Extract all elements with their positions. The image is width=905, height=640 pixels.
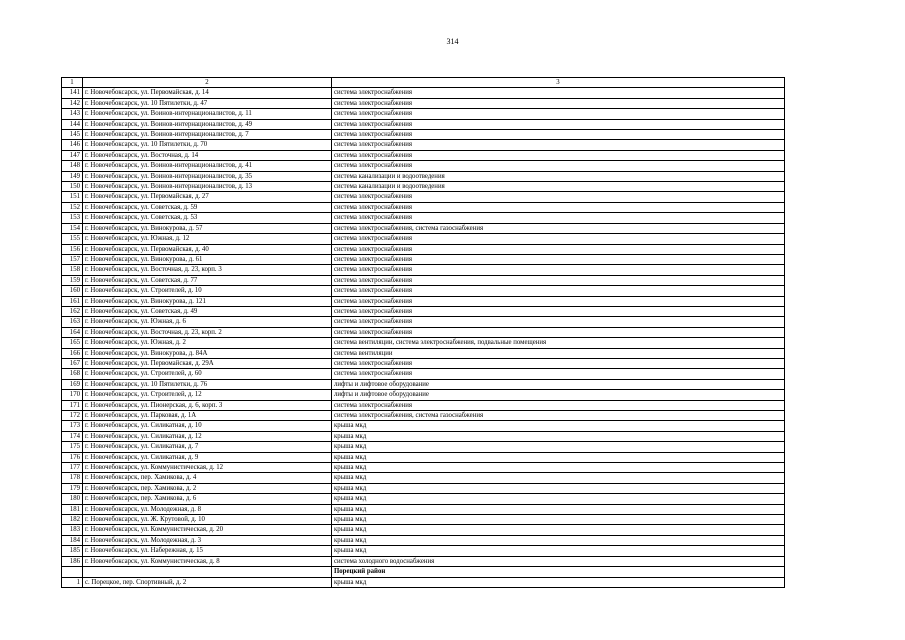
row-systems: система электроснабжения xyxy=(332,275,785,285)
row-address: г. Новочебоксарск, ул. Первомайская, д. 29А xyxy=(83,358,332,368)
row-number: 172 xyxy=(62,411,83,421)
row-number: 181 xyxy=(62,504,83,514)
row-address: г. Новочебоксарск, ул. Южная, д. 6 xyxy=(83,317,332,327)
row-address: г. Новочебоксарск, ул. Силикатная, д. 10 xyxy=(83,421,332,431)
row-number: 145 xyxy=(62,130,83,140)
row-address: г. Новочебоксарск, ул. Молодежная, д. 8 xyxy=(83,504,332,514)
table-row xyxy=(62,556,785,566)
row-systems: крыша мкд xyxy=(332,452,785,462)
row-systems: система электроснабжения xyxy=(332,130,785,140)
row-address: г. Новочебоксарск, ул. Коммунистическая, д. 8 xyxy=(83,556,332,566)
row-number: 162 xyxy=(62,306,83,316)
table-row xyxy=(62,119,785,129)
row-systems: система вентиляции, система электроснабжения, подвальные помещения xyxy=(332,338,785,348)
row-address: г. Новочебоксарск, ул. Парковая, д. 1А xyxy=(83,411,332,421)
table-row xyxy=(62,234,785,244)
row-systems: крыша мкд xyxy=(332,473,785,483)
row-address: г. Новочебоксарск, ул. Воинов-интернационалистов, д. 41 xyxy=(83,161,332,171)
row-address: г. Новочебоксарск, ул. Силикатная, д. 7 xyxy=(83,442,332,452)
table-row xyxy=(62,150,785,160)
row-number: 178 xyxy=(62,473,83,483)
row-systems: система электроснабжения xyxy=(332,369,785,379)
row-address: г. Новочебоксарск, ул. Силикатная, д. 12 xyxy=(83,431,332,441)
table-row xyxy=(62,254,785,264)
row-address: г. Новочебоксарск, ул. Воинов-интернационалистов, д. 7 xyxy=(83,130,332,140)
table-row xyxy=(62,296,785,306)
row-address: г. Новочебоксарск, ул. Советская, д. 59 xyxy=(83,202,332,212)
row-number: 141 xyxy=(62,88,83,98)
row-systems: система электроснабжения xyxy=(332,109,785,119)
table-header-row xyxy=(62,78,785,88)
table-row xyxy=(62,223,785,233)
table-row xyxy=(62,275,785,285)
table-row xyxy=(62,171,785,181)
table-row xyxy=(62,98,785,108)
row-systems: система электроснабжения xyxy=(332,254,785,264)
table-row xyxy=(62,463,785,473)
row-systems: система электроснабжения, система газоснабжения xyxy=(332,223,785,233)
row-number: 164 xyxy=(62,327,83,337)
row-number: 160 xyxy=(62,286,83,296)
row-number: 185 xyxy=(62,546,83,556)
row-systems: система электроснабжения xyxy=(332,213,785,223)
row-systems: система электроснабжения xyxy=(332,358,785,368)
row-systems: система электроснабжения xyxy=(332,119,785,129)
row-number: 161 xyxy=(62,296,83,306)
row-number: 147 xyxy=(62,150,83,160)
row-number: 144 xyxy=(62,119,83,129)
row-number: 151 xyxy=(62,192,83,202)
row-systems: лифты и лифтовое оборудование xyxy=(332,390,785,400)
objects-table xyxy=(61,77,785,588)
section-empty-cell xyxy=(62,567,83,577)
header-col-2: 2 xyxy=(83,78,332,88)
row-number: 155 xyxy=(62,234,83,244)
row-number: 150 xyxy=(62,182,83,192)
row-number: 167 xyxy=(62,358,83,368)
row-systems: крыша мкд xyxy=(332,577,785,587)
row-systems: система канализации и водоотведения xyxy=(332,182,785,192)
row-address: г. Новочебоксарск, ул. 10 Пятилетки, д. 70 xyxy=(83,140,332,150)
table-row xyxy=(62,161,785,171)
row-systems: система электроснабжения xyxy=(332,400,785,410)
row-systems: система вентиляции xyxy=(332,348,785,358)
table-row xyxy=(62,494,785,504)
row-systems: система холодного водоснабжения xyxy=(332,556,785,566)
row-address: г. Новочебоксарск, пер. Хамикова, д. 6 xyxy=(83,494,332,504)
row-address: г. Новочебоксарск, ул. Коммунистическая, д. 20 xyxy=(83,525,332,535)
table-row xyxy=(62,265,785,275)
row-number: 1 xyxy=(62,577,83,587)
row-address: г. Новочебоксарск, ул. Восточная, д. 23, корп. 2 xyxy=(83,327,332,337)
row-systems: система электроснабжения xyxy=(332,286,785,296)
row-systems: система электроснабжения xyxy=(332,296,785,306)
row-number: 159 xyxy=(62,275,83,285)
row-systems: крыша мкд xyxy=(332,421,785,431)
row-systems: система электроснабжения xyxy=(332,88,785,98)
table-row xyxy=(62,483,785,493)
row-systems: система электроснабжения xyxy=(332,98,785,108)
row-systems: крыша мкд xyxy=(332,535,785,545)
table-row xyxy=(62,431,785,441)
header-col-3: 3 xyxy=(332,78,785,88)
row-address: г. Новочебоксарск, ул. Набережная, д. 15 xyxy=(83,546,332,556)
row-address: г. Новочебоксарск, ул. Строителей, д. 12 xyxy=(83,390,332,400)
table-row xyxy=(62,140,785,150)
table-row xyxy=(62,338,785,348)
row-number: 158 xyxy=(62,265,83,275)
table-row xyxy=(62,421,785,431)
row-address: г. Новочебоксарск, ул. Восточная, д. 14 xyxy=(83,150,332,160)
row-number: 148 xyxy=(62,161,83,171)
row-systems: система электроснабжения xyxy=(332,202,785,212)
row-number: 165 xyxy=(62,338,83,348)
table-row xyxy=(62,442,785,452)
row-address: г. Новочебоксарск, ул. Южная, д. 2 xyxy=(83,338,332,348)
row-number: 170 xyxy=(62,390,83,400)
row-number: 156 xyxy=(62,244,83,254)
row-address: г. Новочебоксарск, ул. Первомайская, д. 40 xyxy=(83,244,332,254)
row-number: 168 xyxy=(62,369,83,379)
row-systems: система электроснабжения xyxy=(332,140,785,150)
row-systems: система электроснабжения xyxy=(332,327,785,337)
row-systems: крыша мкд xyxy=(332,431,785,441)
section-title: Порецкий район xyxy=(332,567,785,577)
table-row xyxy=(62,473,785,483)
table-row xyxy=(62,327,785,337)
row-address: с. Порецкое, пер. Спортивный, д. 2 xyxy=(83,577,332,587)
row-number: 176 xyxy=(62,452,83,462)
row-systems: система электроснабжения, система газоснабжения xyxy=(332,411,785,421)
row-address: г. Новочебоксарск, ул. Винокурова, д. 61 xyxy=(83,254,332,264)
table-row xyxy=(62,202,785,212)
row-systems: крыша мкд xyxy=(332,442,785,452)
row-address: г. Новочебоксарск, ул. Воинов-интернационалистов, д. 49 xyxy=(83,119,332,129)
table-row xyxy=(62,390,785,400)
row-systems: система электроснабжения xyxy=(332,265,785,275)
row-number: 171 xyxy=(62,400,83,410)
row-address: г. Новочебоксарск, ул. Ж. Крутовой, д. 10 xyxy=(83,515,332,525)
row-systems: система электроснабжения xyxy=(332,161,785,171)
table-row xyxy=(62,244,785,254)
row-systems: система электроснабжения xyxy=(332,234,785,244)
row-address: г. Новочебоксарск, ул. Винокурова, д. 121 xyxy=(83,296,332,306)
row-address: г. Новочебоксарск, ул. Воинов-интернационалистов, д. 11 xyxy=(83,109,332,119)
table-row xyxy=(62,546,785,556)
row-number: 157 xyxy=(62,254,83,264)
table-row xyxy=(62,379,785,389)
table-row xyxy=(62,452,785,462)
row-systems: крыша мкд xyxy=(332,463,785,473)
row-address: г. Новочебоксарск, пер. Хамикова, д. 2 xyxy=(83,483,332,493)
table-row xyxy=(62,358,785,368)
row-number: 143 xyxy=(62,109,83,119)
row-number: 186 xyxy=(62,556,83,566)
row-address: г. Новочебоксарск, ул. 10 Пятилетки, д. 47 xyxy=(83,98,332,108)
table-body xyxy=(62,78,785,588)
row-number: 179 xyxy=(62,483,83,493)
row-address: г. Новочебоксарск, ул. Молодежная, д. 3 xyxy=(83,535,332,545)
row-address: г. Новочебоксарск, ул. Воинов-интернационалистов, д. 35 xyxy=(83,171,332,181)
row-number: 153 xyxy=(62,213,83,223)
row-address: г. Новочебоксарск, ул. Воинов-интернационалистов, д. 13 xyxy=(83,182,332,192)
row-address: г. Новочебоксарск, ул. Винокурова, д. 57 xyxy=(83,223,332,233)
row-address: г. Новочебоксарск, ул. Советская, д. 77 xyxy=(83,275,332,285)
row-address: г. Новочебоксарск, ул. Пионерская, д. 6, корп. 3 xyxy=(83,400,332,410)
row-address: г. Новочебоксарск, ул. Винокурова, д. 84А xyxy=(83,348,332,358)
section-empty-cell xyxy=(83,567,332,577)
row-systems: крыша мкд xyxy=(332,494,785,504)
row-number: 154 xyxy=(62,223,83,233)
row-systems: крыша мкд xyxy=(332,504,785,514)
row-systems: крыша мкд xyxy=(332,483,785,493)
section-row xyxy=(62,567,785,577)
table-row xyxy=(62,130,785,140)
row-address: г. Новочебоксарск, ул. Южная, д. 12 xyxy=(83,234,332,244)
table-row xyxy=(62,369,785,379)
row-number: 169 xyxy=(62,379,83,389)
row-address: г. Новочебоксарск, ул. Силикатная, д. 9 xyxy=(83,452,332,462)
table-row xyxy=(62,88,785,98)
row-address: г. Новочебоксарск, пер. Хамикова, д. 4 xyxy=(83,473,332,483)
table-row xyxy=(62,577,785,587)
table-row xyxy=(62,286,785,296)
page-number: 314 xyxy=(446,37,459,46)
row-number: 152 xyxy=(62,202,83,212)
row-number: 175 xyxy=(62,442,83,452)
row-systems: система электроснабжения xyxy=(332,244,785,254)
row-address: г. Новочебоксарск, ул. Советская, д. 53 xyxy=(83,213,332,223)
row-systems: система электроснабжения xyxy=(332,306,785,316)
row-address: г. Новочебоксарск, ул. Восточная, д. 23, корп. 3 xyxy=(83,265,332,275)
row-systems: лифты и лифтовое оборудование xyxy=(332,379,785,389)
row-number: 173 xyxy=(62,421,83,431)
row-address: г. Новочебоксарск, ул. Строителей, д. 10 xyxy=(83,286,332,296)
row-systems: крыша мкд xyxy=(332,515,785,525)
table-row xyxy=(62,213,785,223)
table-row xyxy=(62,515,785,525)
table-row xyxy=(62,109,785,119)
table-row xyxy=(62,400,785,410)
table-row xyxy=(62,182,785,192)
table-row xyxy=(62,411,785,421)
row-systems: система электроснабжения xyxy=(332,192,785,202)
row-number: 163 xyxy=(62,317,83,327)
header-col-1: 1 xyxy=(62,78,83,88)
row-systems: крыша мкд xyxy=(332,546,785,556)
row-address: г. Новочебоксарск, ул. Советская, д. 49 xyxy=(83,306,332,316)
row-address: г. Новочебоксарск, ул. 10 Пятилетки, д. 76 xyxy=(83,379,332,389)
row-address: г. Новочебоксарск, ул. Строителей, д. 60 xyxy=(83,369,332,379)
table-row xyxy=(62,317,785,327)
table-row xyxy=(62,535,785,545)
table-row xyxy=(62,504,785,514)
table-row xyxy=(62,348,785,358)
row-number: 183 xyxy=(62,525,83,535)
row-systems: система канализации и водоотведения xyxy=(332,171,785,181)
table-row xyxy=(62,306,785,316)
row-number: 142 xyxy=(62,98,83,108)
row-systems: система электроснабжения xyxy=(332,150,785,160)
row-systems: крыша мкд xyxy=(332,525,785,535)
row-address: г. Новочебоксарск, ул. Коммунистическая, д. 12 xyxy=(83,463,332,473)
table-row xyxy=(62,525,785,535)
row-number: 180 xyxy=(62,494,83,504)
row-address: г. Новочебоксарск, ул. Первомайская, д. 27 xyxy=(83,192,332,202)
row-number: 184 xyxy=(62,535,83,545)
row-number: 182 xyxy=(62,515,83,525)
row-number: 146 xyxy=(62,140,83,150)
row-address: г. Новочебоксарск, ул. Первомайская, д. 14 xyxy=(83,88,332,98)
table-row xyxy=(62,192,785,202)
row-number: 166 xyxy=(62,348,83,358)
row-number: 149 xyxy=(62,171,83,181)
row-number: 174 xyxy=(62,431,83,441)
row-systems: система электроснабжения xyxy=(332,317,785,327)
row-number: 177 xyxy=(62,463,83,473)
